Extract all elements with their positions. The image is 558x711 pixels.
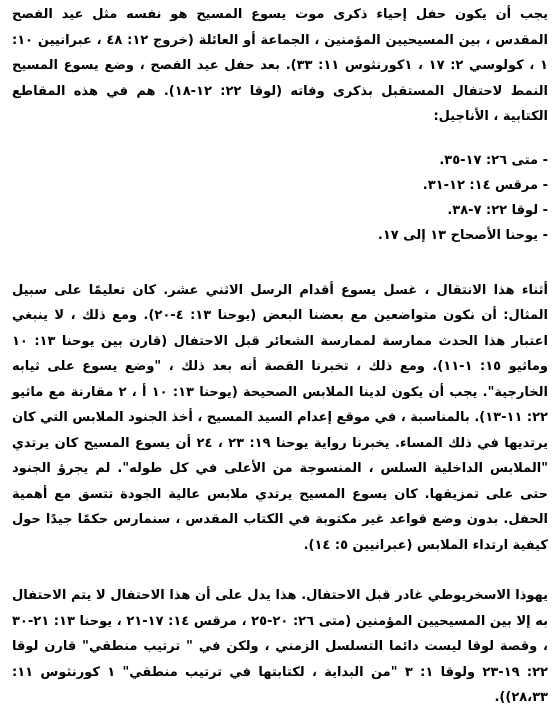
spacer (12, 558, 548, 583)
spacer (12, 130, 548, 150)
gospel-reference-john: - يوحنا الأصحاح ١٣ إلى ١٧. (377, 227, 548, 243)
gospel-reference-mark: - مرقس ١٤: ١٢-٣١. (422, 177, 548, 193)
gospel-reference-luke: - لوقا ٢٢: ٧-٣٨. (447, 202, 548, 218)
judas-paragraph: يهوذا الاسخريوطي غادر قبل الاحتفال. هذا يدل على أن هذا الاحتفال لا يتم الاحتفال به إلا بين المسيحيين المؤمنين (متى ٢٦: ٢٠-٢٥ ، مرقس ١٤: ١٧-٢١ ، يوحنا ١٣: ٢١-٣٠ ، وقصة لوقا ليست دائما التسلسل الزمني ، ولكن في " ترتيب منطقي" قارن لوقا ٢٢: ١٩-٢٣ ولوقا ١: ٣ "من البداية ، لكتابتها في ترتيب منطقي" ١ كورنثوس ١١: ٢٨،٣٣)). (12, 588, 548, 705)
intro-paragraph: يجب أن يكون حفل إحياء ذكرى موت يسوع المسيح هو نفسه مثل عيد الفصح المقدس ، بين المسيحيين المؤمنين ، الجماعة أو العائلة (خروج ١٢: ٤٨ ، عبرانيين ١٠: ١ ، كولوسي ٢: ١٧ ، ١كورنثوس ١١: ٣٣). بعد حفل عيد الفصح ، وضع يسوع المسيح النمط لاحتفال المستقبل بذكرى وفاته (لوقا ٢٢: ١٢-١٨). هم في هذه المقاطع الكتابية ، الأناجيل: (12, 7, 548, 124)
foot-washing-paragraph: أثناء هذا الانتقال ، غسل يسوع أقدام الرسل الاثني عشر. كان تعليمًا على سبيل المثال: أن نكون متواضعين مع بعضنا البعض (يوحنا ١٣: ٤-٢٠). ومع ذلك ، لا ينبغي اعتبار هذا الحدث ممارسة لممارسة الشعائر قبل الاحتفال (قارن بين يوحنا ١٣: ١٠ وماثيو ١٥: ١-١١). ومع ذلك ، تخبرنا القصة أنه بعد ذلك ، "وضع يسوع على ثيابه الخارجية". يجب أن يكون لدينا الملابس الصحيحة (يوحنا ١٣: ١٠ أ ، ٢ مقارنة مع ماثيو ٢٢: ١١-١٣). بالمناسبة ، في موقع إعدام السيد المسيح ، أخذ الجنود الملابس التي كان يرتديها في ذلك المساء. يخبرنا رواية يوحنا ١٩: ٢٣ ، ٢٤ أن يسوع المسيح كان يرتدي "الملابس الداخلية السلس ، المنسوجة من الأعلى في كل طوله". لم يجرؤ الجنود حتى على تمزيقها. كان يسوع المسيح يرتدي ملابس عالية الجودة تتسق مع أهمية الحفل. بدون وضع قواعد غير مكتوبة في الكتاب المقدس ، سنمارس حكمًا جيدًا حول كيفية ارتداء الملابس (عبرانيين ٥: ١٤). (12, 282, 549, 553)
gospel-reference-list (12, 150, 548, 250)
spacer (12, 250, 548, 278)
article-body (12, 2, 548, 711)
gospel-reference-matthew: - متى ٢٦: ١٧-٣٥. (439, 152, 548, 168)
